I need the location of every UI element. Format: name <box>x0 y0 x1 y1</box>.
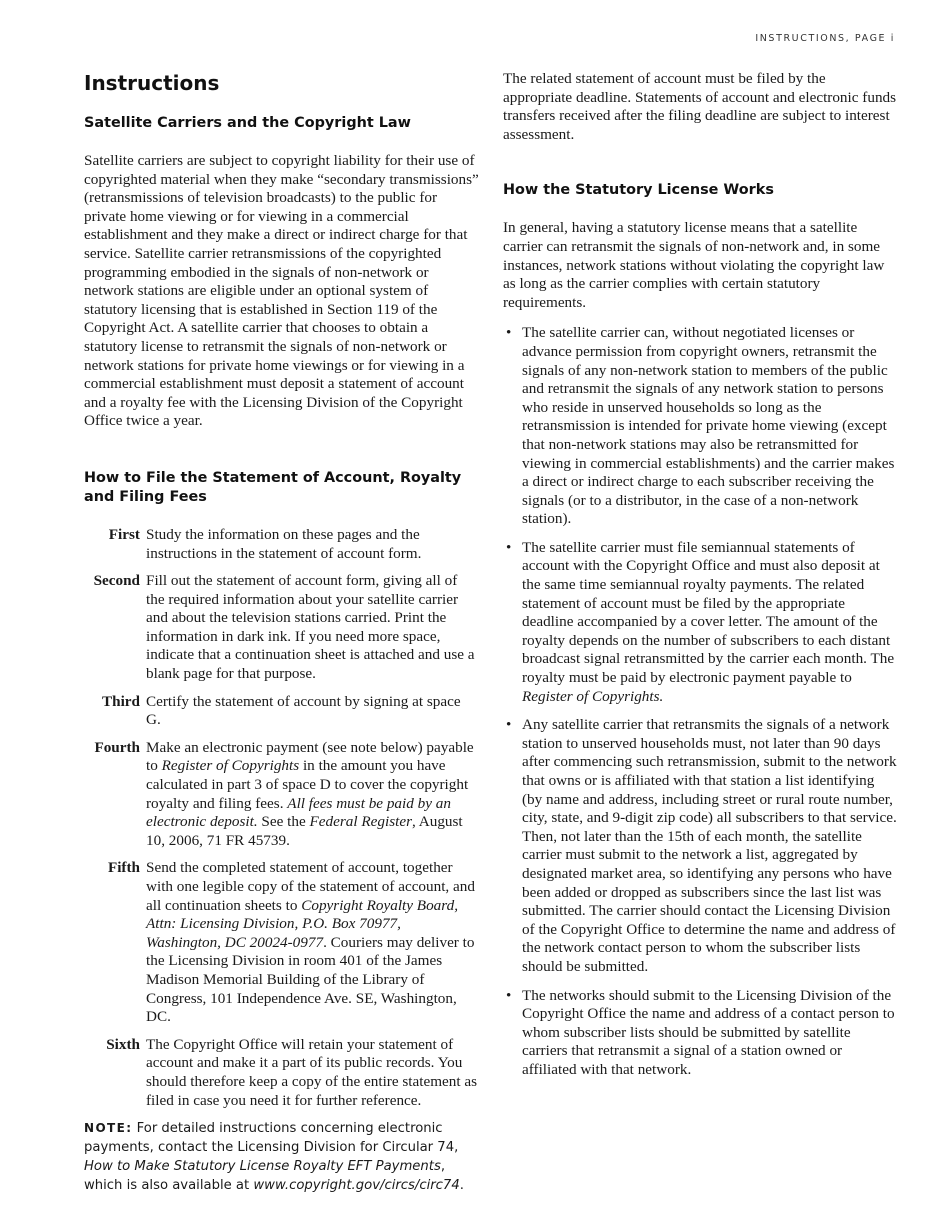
list-item <box>503 324 898 529</box>
step-text <box>146 859 479 1026</box>
step-second <box>84 572 479 684</box>
running-head: INSTRUCTIONS, PAGE i <box>755 33 895 44</box>
section-heading-satellite-carriers: Satellite Carriers and the Copyright Law <box>84 115 411 131</box>
step-text: Certify the statement of account by signing at space G. <box>146 692 461 729</box>
section-heading-how-to-file: How to File the Statement of Account, Royalty and Filing Fees <box>84 469 462 505</box>
bullet-icon: • <box>506 716 512 734</box>
paragraph-satellite-carriers: Satellite carriers are subject to copyright liability for their use of copyrighted material when they make “secondary transmissions” (retransmissions of television broadcasts) to the public for private home viewing or for viewing in a commercial establishment and they make a direct or indirect charge for that service. Satellite carrier retransmissions of the copyrighted programming embodied in the signals of non-network or network stations are eligible under an optional system of statutory licensing that is established in Section 119 of the Copyright Act. A satellite carrier that chooses to obtain a statutory license to retransmit the signals of non-network or network stations for private home viewings or for viewing in a commercial establishment must deposit a statement of account and a royalty fee with the Licensing Division of the Copyright Office twice a year. <box>84 152 479 430</box>
step-label: Fourth <box>94 738 140 756</box>
step-text-part: Make an electronic payment (see note below) payable to <box>146 738 474 775</box>
step-fifth <box>84 859 479 1026</box>
paragraph-filing-deadline: The related statement of account must be filed by the appropriate deadline. Statements of account and electronic funds transfers received after the filing deadline are subject to interest assessment. <box>503 70 897 143</box>
list-item <box>503 716 898 976</box>
note-text: . <box>459 1178 464 1194</box>
step-text-part: Send the completed statement of account, together with one legible copy of the statement of account, and all continuation sheets to <box>146 859 475 914</box>
step-text-italic: Register of Copyrights <box>161 757 300 775</box>
bullet-icon: • <box>506 986 512 1004</box>
step-label: Third <box>102 692 140 710</box>
list-item <box>503 987 898 1080</box>
bullet-icon: • <box>506 538 512 556</box>
section-heading-statutory-license: How the Statutory License Works <box>503 182 774 199</box>
left-column <box>84 70 479 1195</box>
step-text-part: , August 10, 2006, 71 FR 45739. <box>146 813 463 849</box>
note-text: For detailed instructions concerning electronic payments, contact the Licensing Division for Circular 74, <box>84 1121 459 1156</box>
list-item-italic: Register of Copyrights. <box>522 687 664 705</box>
step-label: Fifth <box>107 859 140 877</box>
step-text: The Copyright Office will retain your statement of account and make it a part of its public records. You should therefore keep a copy of the entire statement as filed in case you need it for further reference. <box>146 1035 478 1109</box>
bullet-icon: • <box>506 324 512 342</box>
list-item-text: Any satellite carrier that retransmits the signals of a network station to unserved households must, not later than 90 days after commencing such retransmission, submit to the network that owns or is affiliated with that station a list identifying (by name and address, including street or rural route number, city, state, and 9-digit zip code) all subscribers to that service. Then, not later than the 15th of each month, the satellite carrier must submit to the network a list, aggregated by designated market area, so identifying any persons who have been added or dropped as subscribers since the last list was submitted. The carrier should contact the Licensing Division of the Copyright Office to determine the name and address of the network contact person to whom the subscriber lists should be submitted. <box>522 716 897 975</box>
statutory-license-bullets <box>503 324 898 1079</box>
step-label: Second <box>93 572 140 590</box>
step-text-part: in the amount you have calculated in part 3 of space D to cover the copyright royalty and filing fees. <box>146 757 469 812</box>
step-text-italic: All fees must be paid by an electronic deposit. <box>146 794 451 831</box>
mailing-address: Copyright Royalty Board, Attn: Licensing Division, P.O. Box 70977, Washington, DC 20024-0977 <box>146 896 459 951</box>
step-text: Fill out the statement of account form, giving all of the required information about your satellite carrier and about the television stations carried. Print the information in dark ink. If you need more space, indicate that a continuation sheet is attached and use a blank page for that purpose. <box>146 572 475 683</box>
note-text: , which is also available at <box>84 1159 446 1194</box>
step-text-italic: Federal Register <box>309 813 412 831</box>
step-label: Sixth <box>106 1035 140 1053</box>
filing-steps <box>84 526 479 1110</box>
step-text <box>146 739 479 851</box>
right-column <box>503 70 898 1090</box>
note-label: NOTE: <box>84 1121 133 1136</box>
note-url: www.copyright.gov/circs/circ74 <box>253 1178 460 1194</box>
step-text-part: See the <box>257 813 310 831</box>
list-item-text: The satellite carrier must file semiannual statements of account with the Copyright Office and must also deposit at the same time semiannual royalty payments. The related statement of account must be filed by the appropriate deadline accompanied by a cover letter. The amount of the royalty depends on the number of subscribers to each distant broadcast signal retransmitted by the carrier each month. The royalty must be paid by electronic payment payable to <box>522 538 895 687</box>
paragraph-statutory-license: In general, having a statutory license means that a satellite carrier can retransmit the signals of non-network and, in some instances, network stations without violating the copyright law as long as the carrier complies with certain statutory requirements. <box>503 219 885 311</box>
list-item-text: The networks should submit to the Licensing Division of the Copyright Office the name and address of a contact person to whom subscriber lists should be submitted by satellite carriers that retransmit a signal of a station owned or affiliated with that network. <box>522 986 895 1078</box>
step-first <box>84 526 479 563</box>
step-sixth <box>84 1036 479 1110</box>
page-title: Instructions <box>84 71 220 95</box>
step-label: First <box>108 525 140 543</box>
payment-note <box>84 1119 479 1195</box>
note-circular-title: How to Make Statutory License Royalty EFT Payments <box>84 1159 441 1175</box>
list-item-text: The satellite carrier can, without negotiated licenses or advance permission from copyright owners, retransmit the signals of any non-network station to members of the public and retransmit the signals of any network station to persons who reside in unserved households so long as the retransmission is intended for private home viewing (except that non-network stations may also be retransmitted for viewing in commercial establishments) and the carrier makes a direct or indirect charge to each subscriber receiving the signals (or to a distributor, in the case of a non-network station). <box>522 324 895 528</box>
step-text-part: . Couriers may deliver to the Licensing Division in room 401 of the James Madison Memorial Building of the Library of Congress, 101 Independence Ave. SE, Washington, DC. <box>146 933 475 1026</box>
step-third <box>84 693 479 730</box>
step-text: Study the information on these pages and the instructions in the statement of account form. <box>146 525 422 562</box>
step-fourth <box>84 739 479 851</box>
list-item <box>503 539 898 706</box>
